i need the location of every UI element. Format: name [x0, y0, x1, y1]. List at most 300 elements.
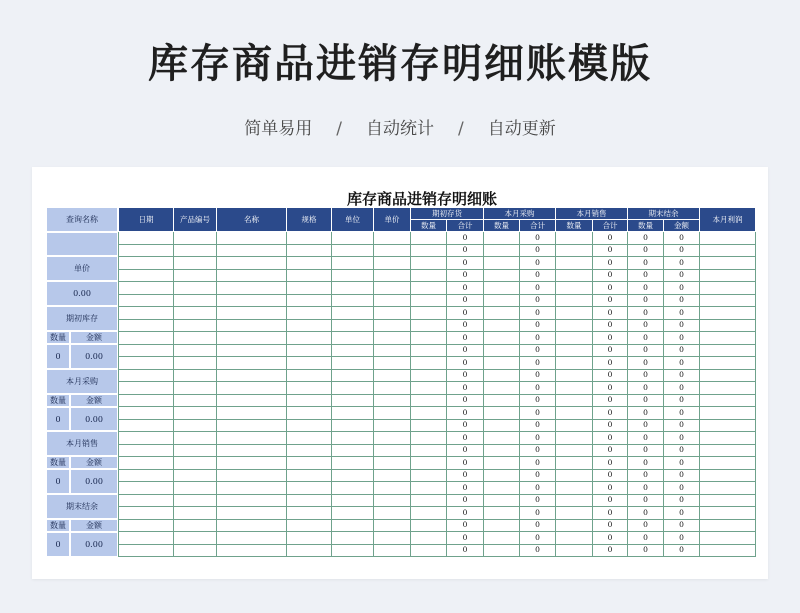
cell-empty[interactable] [119, 419, 174, 432]
cell-empty[interactable] [174, 432, 217, 445]
cell-empty[interactable] [374, 269, 411, 282]
cell-empty[interactable] [556, 457, 593, 470]
cell-empty[interactable] [484, 494, 520, 507]
cell-empty[interactable] [332, 244, 374, 257]
cell-closing-qty[interactable]: 0 [628, 294, 664, 307]
cell-empty[interactable] [411, 344, 447, 357]
cell-empty[interactable] [484, 344, 520, 357]
cell-closing-qty[interactable]: 0 [628, 444, 664, 457]
cell-empty[interactable] [484, 269, 520, 282]
cell-empty[interactable] [556, 469, 593, 482]
cell-sales-total[interactable]: 0 [593, 319, 628, 332]
cell-empty[interactable] [700, 357, 756, 370]
cell-purchase-total[interactable]: 0 [520, 369, 556, 382]
cell-empty[interactable] [700, 457, 756, 470]
cell-empty[interactable] [332, 507, 374, 520]
cell-empty[interactable] [700, 469, 756, 482]
cell-empty[interactable] [484, 282, 520, 295]
cell-empty[interactable] [287, 232, 332, 245]
cell-closing-amount[interactable]: 0 [664, 457, 700, 470]
cell-purchase-total[interactable]: 0 [520, 544, 556, 557]
cell-closing-qty[interactable]: 0 [628, 344, 664, 357]
cell-empty[interactable] [332, 344, 374, 357]
cell-empty[interactable] [217, 382, 287, 395]
cell-empty[interactable] [287, 369, 332, 382]
cell-empty[interactable] [374, 332, 411, 345]
cell-empty[interactable] [411, 457, 447, 470]
cell-empty[interactable] [700, 257, 756, 270]
cell-empty[interactable] [556, 307, 593, 320]
cell-empty[interactable] [174, 544, 217, 557]
cell-empty[interactable] [332, 232, 374, 245]
cell-purchase-total[interactable]: 0 [520, 232, 556, 245]
cell-closing-qty[interactable]: 0 [628, 307, 664, 320]
cell-opening-total[interactable]: 0 [447, 519, 484, 532]
cell-empty[interactable] [287, 319, 332, 332]
cell-empty[interactable] [287, 544, 332, 557]
cell-purchase-total[interactable]: 0 [520, 519, 556, 532]
cell-closing-qty[interactable]: 0 [628, 394, 664, 407]
cell-closing-amount[interactable]: 0 [664, 519, 700, 532]
cell-opening-total[interactable]: 0 [447, 282, 484, 295]
cell-empty[interactable] [556, 319, 593, 332]
cell-empty[interactable] [174, 282, 217, 295]
cell-empty[interactable] [700, 282, 756, 295]
cell-empty[interactable] [287, 294, 332, 307]
cell-empty[interactable] [174, 407, 217, 420]
cell-sales-total[interactable]: 0 [593, 282, 628, 295]
cell-closing-amount[interactable]: 0 [664, 269, 700, 282]
cell-empty[interactable] [374, 294, 411, 307]
cell-empty[interactable] [217, 532, 287, 545]
cell-empty[interactable] [119, 482, 174, 495]
cell-empty[interactable] [332, 482, 374, 495]
cell-purchase-total[interactable]: 0 [520, 294, 556, 307]
cell-empty[interactable] [174, 532, 217, 545]
cell-empty[interactable] [332, 332, 374, 345]
cell-empty[interactable] [484, 532, 520, 545]
cell-empty[interactable] [374, 382, 411, 395]
cell-empty[interactable] [119, 257, 174, 270]
cell-empty[interactable] [332, 294, 374, 307]
cell-empty[interactable] [217, 282, 287, 295]
cell-empty[interactable] [374, 482, 411, 495]
cell-purchase-total[interactable]: 0 [520, 432, 556, 445]
cell-empty[interactable] [700, 482, 756, 495]
cell-purchase-total[interactable]: 0 [520, 419, 556, 432]
cell-empty[interactable] [119, 319, 174, 332]
cell-empty[interactable] [411, 444, 447, 457]
cell-sales-total[interactable]: 0 [593, 432, 628, 445]
cell-opening-total[interactable]: 0 [447, 494, 484, 507]
cell-empty[interactable] [332, 469, 374, 482]
cell-opening-total[interactable]: 0 [447, 382, 484, 395]
cell-empty[interactable] [119, 457, 174, 470]
cell-opening-total[interactable]: 0 [447, 482, 484, 495]
cell-closing-amount[interactable]: 0 [664, 432, 700, 445]
cell-opening-total[interactable]: 0 [447, 244, 484, 257]
cell-closing-qty[interactable]: 0 [628, 494, 664, 507]
cell-empty[interactable] [287, 494, 332, 507]
cell-empty[interactable] [700, 507, 756, 520]
cell-empty[interactable] [119, 469, 174, 482]
cell-empty[interactable] [217, 469, 287, 482]
cell-empty[interactable] [700, 532, 756, 545]
cell-closing-amount[interactable]: 0 [664, 319, 700, 332]
cell-empty[interactable] [374, 257, 411, 270]
cell-empty[interactable] [287, 407, 332, 420]
cell-purchase-total[interactable]: 0 [520, 257, 556, 270]
cell-closing-qty[interactable]: 0 [628, 482, 664, 495]
cell-empty[interactable] [484, 382, 520, 395]
cell-empty[interactable] [174, 332, 217, 345]
cell-empty[interactable] [287, 419, 332, 432]
cell-closing-amount[interactable]: 0 [664, 244, 700, 257]
cell-empty[interactable] [217, 432, 287, 445]
cell-empty[interactable] [556, 519, 593, 532]
cell-opening-total[interactable]: 0 [447, 332, 484, 345]
cell-empty[interactable] [700, 332, 756, 345]
cell-empty[interactable] [174, 232, 217, 245]
cell-empty[interactable] [332, 519, 374, 532]
cell-empty[interactable] [484, 307, 520, 320]
cell-empty[interactable] [287, 244, 332, 257]
cell-sales-total[interactable]: 0 [593, 457, 628, 470]
cell-empty[interactable] [411, 432, 447, 445]
cell-empty[interactable] [217, 407, 287, 420]
cell-empty[interactable] [700, 419, 756, 432]
cell-empty[interactable] [119, 282, 174, 295]
cell-empty[interactable] [119, 244, 174, 257]
cell-empty[interactable] [700, 544, 756, 557]
cell-empty[interactable] [332, 419, 374, 432]
cell-closing-qty[interactable]: 0 [628, 407, 664, 420]
cell-empty[interactable] [217, 307, 287, 320]
cell-purchase-total[interactable]: 0 [520, 494, 556, 507]
cell-empty[interactable] [119, 494, 174, 507]
cell-empty[interactable] [556, 232, 593, 245]
cell-opening-total[interactable]: 0 [447, 469, 484, 482]
cell-opening-total[interactable]: 0 [447, 394, 484, 407]
cell-empty[interactable] [217, 294, 287, 307]
cell-closing-amount[interactable]: 0 [664, 357, 700, 370]
cell-empty[interactable] [556, 294, 593, 307]
cell-closing-amount[interactable]: 0 [664, 444, 700, 457]
cell-closing-qty[interactable]: 0 [628, 369, 664, 382]
cell-empty[interactable] [119, 444, 174, 457]
cell-empty[interactable] [484, 419, 520, 432]
cell-empty[interactable] [374, 469, 411, 482]
cell-empty[interactable] [332, 282, 374, 295]
cell-empty[interactable] [332, 444, 374, 457]
cell-opening-total[interactable]: 0 [447, 232, 484, 245]
cell-empty[interactable] [484, 357, 520, 370]
cell-empty[interactable] [174, 444, 217, 457]
cell-empty[interactable] [119, 357, 174, 370]
cell-empty[interactable] [374, 232, 411, 245]
cell-empty[interactable] [217, 357, 287, 370]
cell-empty[interactable] [556, 494, 593, 507]
cell-empty[interactable] [411, 294, 447, 307]
cell-sales-total[interactable]: 0 [593, 444, 628, 457]
cell-empty[interactable] [556, 544, 593, 557]
cell-empty[interactable] [174, 469, 217, 482]
cell-empty[interactable] [556, 244, 593, 257]
cell-empty[interactable] [217, 457, 287, 470]
cell-empty[interactable] [217, 344, 287, 357]
cell-empty[interactable] [217, 544, 287, 557]
cell-empty[interactable] [556, 282, 593, 295]
cell-empty[interactable] [174, 244, 217, 257]
cell-empty[interactable] [556, 432, 593, 445]
cell-opening-total[interactable]: 0 [447, 407, 484, 420]
cell-empty[interactable] [119, 407, 174, 420]
cell-purchase-total[interactable]: 0 [520, 532, 556, 545]
cell-sales-total[interactable]: 0 [593, 519, 628, 532]
cell-empty[interactable] [556, 344, 593, 357]
cell-empty[interactable] [700, 494, 756, 507]
cell-empty[interactable] [119, 294, 174, 307]
query-name-input[interactable] [46, 232, 118, 256]
cell-closing-qty[interactable]: 0 [628, 507, 664, 520]
cell-sales-total[interactable]: 0 [593, 332, 628, 345]
cell-empty[interactable] [287, 482, 332, 495]
cell-empty[interactable] [411, 319, 447, 332]
cell-purchase-total[interactable]: 0 [520, 482, 556, 495]
cell-closing-amount[interactable]: 0 [664, 294, 700, 307]
cell-closing-qty[interactable]: 0 [628, 357, 664, 370]
cell-closing-qty[interactable]: 0 [628, 382, 664, 395]
cell-empty[interactable] [484, 457, 520, 470]
cell-sales-total[interactable]: 0 [593, 394, 628, 407]
cell-opening-total[interactable]: 0 [447, 544, 484, 557]
cell-empty[interactable] [374, 532, 411, 545]
cell-empty[interactable] [700, 294, 756, 307]
cell-purchase-total[interactable]: 0 [520, 282, 556, 295]
cell-sales-total[interactable]: 0 [593, 482, 628, 495]
cell-opening-total[interactable]: 0 [447, 507, 484, 520]
cell-empty[interactable] [119, 519, 174, 532]
cell-empty[interactable] [287, 269, 332, 282]
cell-sales-total[interactable]: 0 [593, 369, 628, 382]
cell-closing-amount[interactable]: 0 [664, 232, 700, 245]
cell-empty[interactable] [411, 544, 447, 557]
cell-empty[interactable] [119, 332, 174, 345]
cell-purchase-total[interactable]: 0 [520, 407, 556, 420]
cell-empty[interactable] [217, 319, 287, 332]
cell-empty[interactable] [119, 369, 174, 382]
cell-empty[interactable] [700, 444, 756, 457]
cell-opening-total[interactable]: 0 [447, 294, 484, 307]
cell-empty[interactable] [217, 332, 287, 345]
cell-empty[interactable] [411, 394, 447, 407]
cell-empty[interactable] [374, 457, 411, 470]
cell-empty[interactable] [217, 482, 287, 495]
cell-closing-amount[interactable]: 0 [664, 382, 700, 395]
cell-sales-total[interactable]: 0 [593, 357, 628, 370]
cell-empty[interactable] [700, 307, 756, 320]
cell-empty[interactable] [484, 469, 520, 482]
cell-empty[interactable] [484, 544, 520, 557]
cell-empty[interactable] [484, 257, 520, 270]
cell-opening-total[interactable]: 0 [447, 307, 484, 320]
cell-empty[interactable] [287, 357, 332, 370]
cell-empty[interactable] [700, 519, 756, 532]
cell-empty[interactable] [374, 494, 411, 507]
cell-empty[interactable] [700, 319, 756, 332]
cell-empty[interactable] [484, 394, 520, 407]
cell-opening-total[interactable]: 0 [447, 532, 484, 545]
cell-sales-total[interactable]: 0 [593, 232, 628, 245]
cell-closing-amount[interactable]: 0 [664, 332, 700, 345]
cell-purchase-total[interactable]: 0 [520, 507, 556, 520]
cell-closing-qty[interactable]: 0 [628, 232, 664, 245]
cell-closing-amount[interactable]: 0 [664, 494, 700, 507]
cell-empty[interactable] [411, 382, 447, 395]
cell-empty[interactable] [374, 319, 411, 332]
cell-purchase-total[interactable]: 0 [520, 269, 556, 282]
cell-empty[interactable] [174, 257, 217, 270]
cell-empty[interactable] [374, 507, 411, 520]
cell-empty[interactable] [119, 507, 174, 520]
cell-empty[interactable] [174, 457, 217, 470]
cell-empty[interactable] [374, 307, 411, 320]
cell-empty[interactable] [174, 482, 217, 495]
cell-empty[interactable] [556, 507, 593, 520]
cell-empty[interactable] [217, 369, 287, 382]
cell-empty[interactable] [119, 532, 174, 545]
cell-empty[interactable] [174, 419, 217, 432]
cell-opening-total[interactable]: 0 [447, 419, 484, 432]
cell-purchase-total[interactable]: 0 [520, 469, 556, 482]
cell-empty[interactable] [332, 432, 374, 445]
cell-empty[interactable] [332, 257, 374, 270]
cell-empty[interactable] [174, 294, 217, 307]
cell-empty[interactable] [332, 357, 374, 370]
cell-purchase-total[interactable]: 0 [520, 307, 556, 320]
cell-empty[interactable] [411, 269, 447, 282]
cell-empty[interactable] [556, 269, 593, 282]
cell-empty[interactable] [287, 394, 332, 407]
cell-empty[interactable] [332, 407, 374, 420]
cell-opening-total[interactable]: 0 [447, 257, 484, 270]
cell-empty[interactable] [411, 507, 447, 520]
cell-empty[interactable] [411, 332, 447, 345]
cell-closing-amount[interactable]: 0 [664, 482, 700, 495]
cell-empty[interactable] [287, 507, 332, 520]
cell-empty[interactable] [217, 244, 287, 257]
cell-closing-amount[interactable]: 0 [664, 257, 700, 270]
cell-closing-qty[interactable]: 0 [628, 244, 664, 257]
cell-empty[interactable] [556, 382, 593, 395]
cell-purchase-total[interactable]: 0 [520, 344, 556, 357]
cell-empty[interactable] [374, 432, 411, 445]
cell-empty[interactable] [374, 419, 411, 432]
cell-empty[interactable] [332, 269, 374, 282]
cell-sales-total[interactable]: 0 [593, 344, 628, 357]
cell-empty[interactable] [556, 482, 593, 495]
cell-empty[interactable] [700, 232, 756, 245]
cell-closing-qty[interactable]: 0 [628, 269, 664, 282]
cell-empty[interactable] [374, 519, 411, 532]
cell-empty[interactable] [174, 394, 217, 407]
cell-sales-total[interactable]: 0 [593, 257, 628, 270]
cell-sales-total[interactable]: 0 [593, 382, 628, 395]
cell-opening-total[interactable]: 0 [447, 319, 484, 332]
cell-closing-amount[interactable]: 0 [664, 532, 700, 545]
cell-empty[interactable] [374, 244, 411, 257]
cell-empty[interactable] [287, 344, 332, 357]
cell-empty[interactable] [119, 232, 174, 245]
cell-empty[interactable] [484, 294, 520, 307]
cell-sales-total[interactable]: 0 [593, 507, 628, 520]
cell-empty[interactable] [374, 394, 411, 407]
cell-closing-qty[interactable]: 0 [628, 282, 664, 295]
cell-empty[interactable] [556, 394, 593, 407]
cell-opening-total[interactable]: 0 [447, 369, 484, 382]
cell-opening-total[interactable]: 0 [447, 344, 484, 357]
cell-empty[interactable] [484, 319, 520, 332]
cell-empty[interactable] [332, 307, 374, 320]
cell-empty[interactable] [332, 494, 374, 507]
cell-closing-amount[interactable]: 0 [664, 407, 700, 420]
cell-empty[interactable] [287, 382, 332, 395]
cell-empty[interactable] [556, 444, 593, 457]
cell-empty[interactable] [374, 357, 411, 370]
cell-empty[interactable] [287, 469, 332, 482]
cell-empty[interactable] [411, 257, 447, 270]
cell-opening-total[interactable]: 0 [447, 432, 484, 445]
cell-empty[interactable] [556, 369, 593, 382]
cell-closing-qty[interactable]: 0 [628, 319, 664, 332]
cell-empty[interactable] [332, 319, 374, 332]
cell-empty[interactable] [119, 544, 174, 557]
cell-empty[interactable] [484, 507, 520, 520]
cell-opening-total[interactable]: 0 [447, 269, 484, 282]
cell-empty[interactable] [700, 382, 756, 395]
cell-empty[interactable] [411, 519, 447, 532]
cell-empty[interactable] [700, 344, 756, 357]
cell-empty[interactable] [556, 357, 593, 370]
cell-sales-total[interactable]: 0 [593, 307, 628, 320]
cell-empty[interactable] [484, 432, 520, 445]
cell-empty[interactable] [700, 407, 756, 420]
cell-purchase-total[interactable]: 0 [520, 382, 556, 395]
cell-empty[interactable] [217, 444, 287, 457]
cell-empty[interactable] [411, 244, 447, 257]
cell-closing-qty[interactable]: 0 [628, 532, 664, 545]
cell-empty[interactable] [374, 544, 411, 557]
cell-empty[interactable] [374, 282, 411, 295]
cell-empty[interactable] [484, 244, 520, 257]
cell-empty[interactable] [411, 482, 447, 495]
cell-empty[interactable] [287, 307, 332, 320]
cell-empty[interactable] [411, 282, 447, 295]
cell-empty[interactable] [217, 419, 287, 432]
cell-empty[interactable] [174, 519, 217, 532]
cell-empty[interactable] [217, 519, 287, 532]
cell-empty[interactable] [700, 369, 756, 382]
cell-empty[interactable] [332, 544, 374, 557]
cell-purchase-total[interactable]: 0 [520, 457, 556, 470]
cell-empty[interactable] [411, 532, 447, 545]
cell-empty[interactable] [119, 432, 174, 445]
cell-sales-total[interactable]: 0 [593, 544, 628, 557]
cell-empty[interactable] [556, 419, 593, 432]
cell-empty[interactable] [287, 519, 332, 532]
cell-closing-qty[interactable]: 0 [628, 469, 664, 482]
cell-closing-qty[interactable]: 0 [628, 257, 664, 270]
